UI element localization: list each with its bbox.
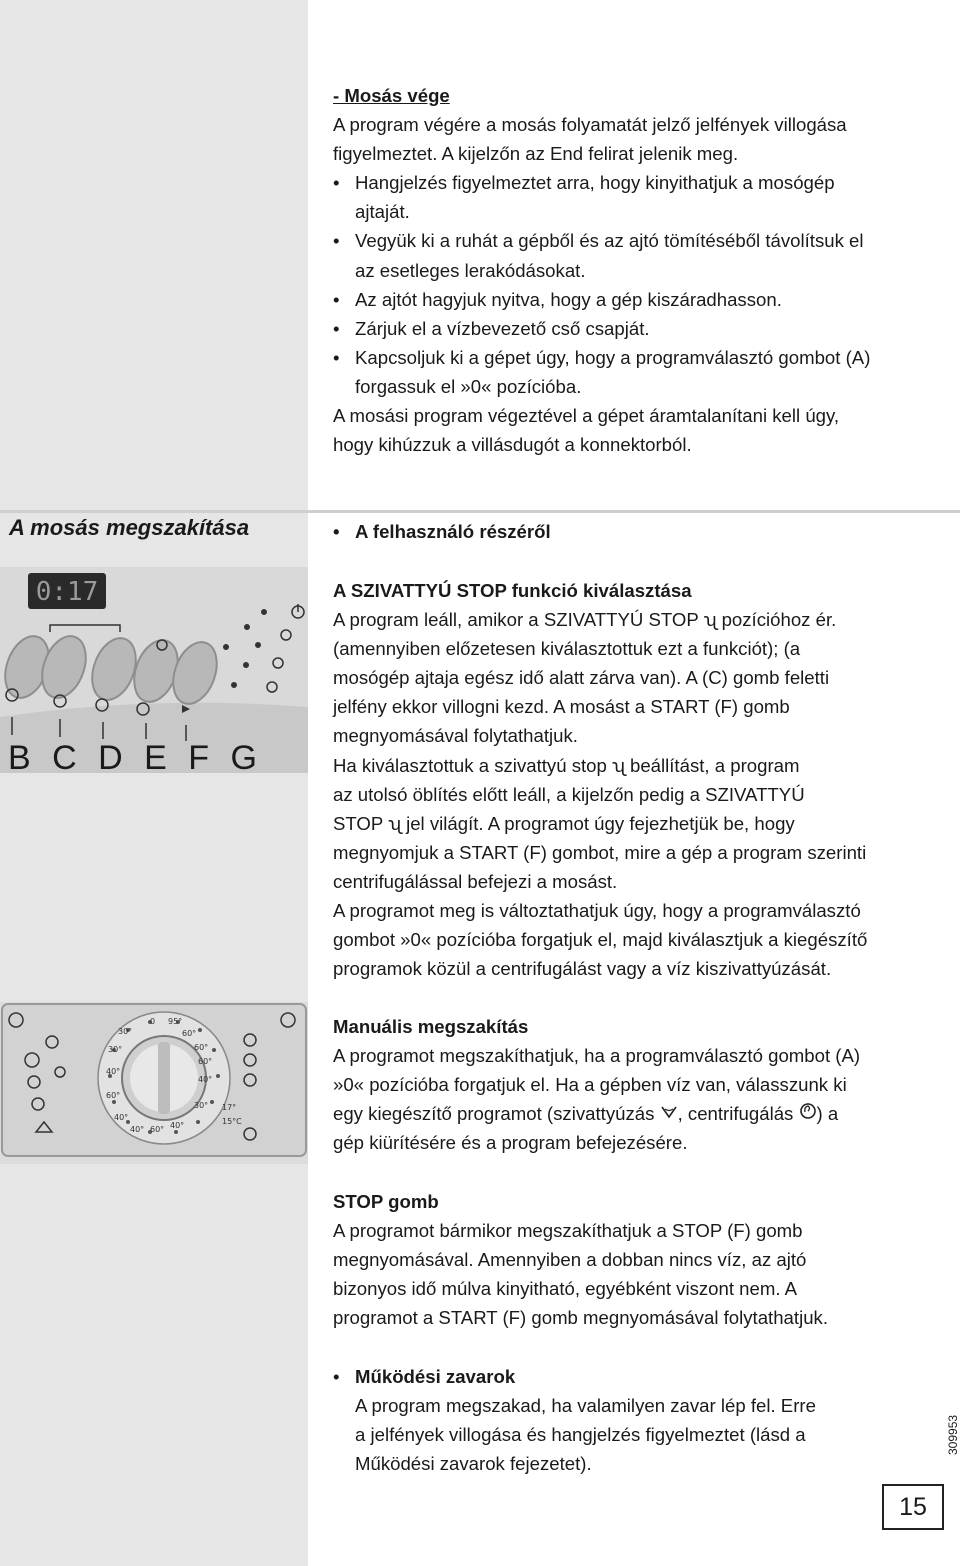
- svg-text:95°: 95°: [168, 1017, 183, 1026]
- text-line: A mosási program végeztével a gépet áramtalanítani kell úgy,: [333, 405, 840, 427]
- list-item-text: • Az ajtót hagyjuk nyitva, hogy a gép kiszáradhasson.: [355, 288, 782, 310]
- text-line: programot a START (F) gomb megnyomásával folytathatjuk.: [333, 1307, 829, 1329]
- list-item: [333, 168, 945, 226]
- text-line: gép kiürítésére és a program befejezésére.: [333, 1132, 688, 1154]
- svg-text:60°: 60°: [106, 1091, 121, 1100]
- text-line: megnyomásával folytathatjuk.: [333, 725, 578, 747]
- text-fragment: ) a: [816, 1103, 839, 1125]
- svg-text:60°: 60°: [150, 1125, 165, 1134]
- list-item-text: • Zárjuk el a vízbevezető cső csapját.: [355, 317, 650, 339]
- text-line: megnyomjuk a START (F) gombot, mire a gép a program szerinti: [333, 841, 867, 863]
- section-user-interrupt: [333, 517, 945, 546]
- svg-text:60°: 60°: [198, 1057, 213, 1066]
- text-line: az utolsó öblítés előtt leáll, a kijelzőn pedig a SZIVATTYÚ: [333, 783, 805, 805]
- button-letter-labels: B C D E F G: [8, 739, 263, 777]
- text-fragment: , centrifugálás: [677, 1103, 794, 1125]
- list-item: [333, 343, 945, 401]
- heading-pump-stop: A SZIVATTYÚ STOP funkció kiválasztása: [333, 580, 692, 601]
- section-faults: [333, 1362, 945, 1478]
- text-fragment: pozícióhoz ér.: [721, 609, 837, 631]
- text-line: hogy kihúzzuk a villásdugót a konnektorból.: [333, 434, 692, 456]
- svg-text:60°: 60°: [182, 1029, 197, 1038]
- list-item-text: forgassuk el »0« pozícióba.: [355, 375, 582, 397]
- text-fragment: egy kiegészítő programot (szivattyúzás: [333, 1103, 655, 1125]
- text-line: centrifugálással befejezi a mosást.: [333, 870, 618, 892]
- sidebar-background: [0, 0, 308, 1566]
- heading-manual: Manuális megszakítás: [333, 1016, 529, 1037]
- list-item-text: • Vegyük ki a ruhát a gépből és az ajtó tömítéséből távolítsuk el: [355, 230, 864, 252]
- text-fragment: A program leáll, amikor a SZIVATTYÚ STOP: [333, 609, 699, 631]
- svg-text:40°: 40°: [130, 1125, 145, 1134]
- text-line: jelfény ekkor villogni kezd. A mosást a START (F) gomb: [333, 696, 790, 718]
- bullet-heading-user: • A felhasználó részéről: [333, 517, 945, 546]
- svg-text:15°C: 15°C: [222, 1117, 242, 1126]
- list-item-text: • Hangjelzés figyelmeztet arra, hogy kinyithatjuk a mosógép: [355, 172, 835, 194]
- svg-text:60°: 60°: [194, 1043, 209, 1052]
- spin-icon: [799, 1099, 817, 1128]
- text-fragment: beállítást, a program: [629, 754, 800, 776]
- list-item-text: ajtaját.: [355, 201, 410, 223]
- list-item-text: az esetleges lerakódásokat.: [355, 259, 586, 281]
- section-pump-stop: [333, 576, 945, 983]
- text-line: gombot »0« pozícióba forgatjuk el, majd kiválasztjuk a kiegészítő: [333, 929, 868, 951]
- svg-text:30°: 30°: [194, 1101, 209, 1110]
- pump-out-icon: [660, 1099, 678, 1128]
- list-item: [333, 226, 945, 284]
- text-line: figyelmeztet. A kijelzőn az End felirat jelenik meg.: [333, 143, 739, 165]
- list-item-text: • Kapcsoljuk ki a gépet úgy, hogy a programválasztó gombot (A): [355, 346, 871, 368]
- document-code: 309953: [946, 1414, 960, 1455]
- display-readout: 0:17: [35, 577, 99, 607]
- svg-text:40°: 40°: [198, 1075, 213, 1084]
- list-item: [333, 314, 945, 343]
- text-line: A programot bármikor megszakíthatjuk a STOP (F) gomb: [333, 1220, 803, 1242]
- svg-text:30°: 30°: [118, 1027, 133, 1036]
- text-line: [333, 1099, 945, 1128]
- text-fragment: STOP: [333, 812, 383, 834]
- svg-text:40°: 40°: [114, 1113, 129, 1122]
- text-line: megnyomásával. Amennyiben a dobban nincs víz, az ajtó: [333, 1249, 807, 1271]
- program-dial-illustration: [0, 1002, 308, 1164]
- list-item: [333, 285, 945, 314]
- section-wash-end: [333, 81, 945, 459]
- text-line: A program megszakad, ha valamilyen zavar lép fel. Erre: [355, 1395, 816, 1417]
- svg-text:40°: 40°: [106, 1067, 121, 1076]
- text-line: Működési zavarok fejezetet).: [355, 1453, 592, 1475]
- text-line: a jelfények villogása és hangjelzés figyelmeztet (lásd a: [355, 1424, 806, 1446]
- text-fragment: jel világít. A programot úgy fejezhetjük be, hogy: [406, 812, 795, 834]
- pump-stop-icon: ʯ: [612, 754, 625, 776]
- text-line: mosógép ajtaja egész idő alatt zárva van). A (C) gomb feletti: [333, 667, 830, 689]
- svg-text:0: 0: [150, 1017, 156, 1026]
- text-line: [333, 751, 945, 780]
- text-line: [333, 605, 945, 634]
- list-item: [333, 1362, 945, 1478]
- text-line: A program végére a mosás folyamatát jelző jelfények villogása: [333, 114, 847, 136]
- section-divider: [0, 510, 960, 513]
- text-line: A programot meg is változtathatjuk úgy, hogy a programválasztó: [333, 900, 861, 922]
- page-number: 15: [882, 1484, 944, 1530]
- pump-stop-icon: ʯ: [388, 812, 401, 834]
- section-stop-button: [333, 1187, 945, 1332]
- text-line: (amennyiben előzetesen kiválasztottuk ezt a funkciót); (a: [333, 638, 801, 660]
- svg-text:17°: 17°: [222, 1103, 237, 1112]
- text-line: programok közül a centrifugálást vagy a víz kiszivattyúzását.: [333, 958, 832, 980]
- text-line: A programot megszakíthatjuk, ha a programválasztó gombot (A): [333, 1045, 861, 1067]
- text-fragment: Ha kiválasztottuk a szivattyú stop: [333, 754, 607, 776]
- heading-stop-button: STOP gomb: [333, 1191, 439, 1212]
- section-manual-interrupt: [333, 1012, 945, 1157]
- pump-stop-icon: ʯ: [703, 609, 717, 631]
- text-line: »0« pozícióba forgatjuk el. Ha a gépben víz van, válasszunk ki: [333, 1074, 847, 1096]
- svg-text:30°: 30°: [108, 1045, 123, 1054]
- heading-faults: • Működési zavarok: [355, 1366, 516, 1387]
- text-line: [333, 809, 945, 838]
- sidebar-section-title: A mosás megszakítása: [9, 515, 250, 540]
- svg-text:40°: 40°: [170, 1121, 185, 1130]
- heading-wash-end: - Mosás vége: [333, 85, 450, 106]
- text-line: bizonyos idő múlva kinyitható, egyébként viszont nem. A: [333, 1278, 798, 1300]
